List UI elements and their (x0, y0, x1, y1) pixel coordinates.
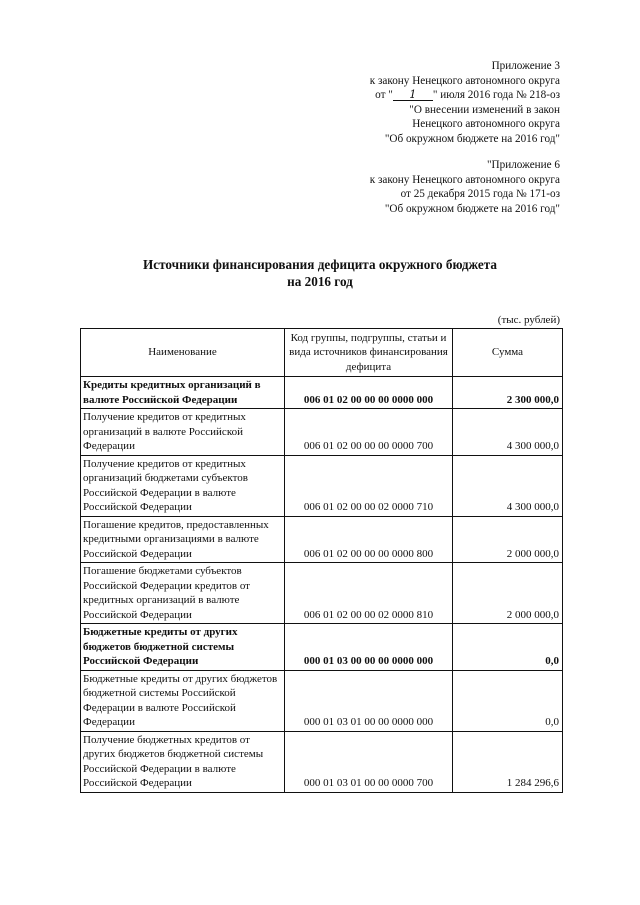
row-code: 000 01 03 01 00 00 0000 700 (285, 731, 453, 792)
appendix-6-line-3: от 25 декабря 2015 года № 171-оз (400, 188, 560, 201)
header-amount: Сумма (453, 329, 563, 377)
table-row (81, 409, 563, 456)
table-row (81, 670, 563, 731)
appendix-6-line-2: к закону Ненецкого автономного округа (369, 173, 560, 186)
unit-label: (тыс. рублей) (497, 314, 560, 326)
header-code: Код группы, подгруппы, статьи и вида источников финансирования дефицита (285, 329, 453, 377)
table-row (81, 455, 563, 516)
row-name: Погашение бюджетами субъектов Российской Федерации кредитов от кредитных организаций в валюте Российской Федерации (81, 563, 285, 624)
date-suffix: " июля 2016 года № 218-оз (432, 89, 560, 102)
row-amount: 4 300 000,0 (453, 455, 563, 516)
row-code: 006 01 02 00 00 02 0000 810 (285, 563, 453, 624)
document-title (0, 256, 640, 290)
appendix-3-line-6: "Об окружном бюджете на 2016 год" (384, 132, 560, 145)
handwritten-day: 1 (393, 89, 433, 101)
table-row (81, 516, 563, 563)
title-line-1: Источники финансирования дефицита окружного бюджета (143, 257, 497, 272)
financing-sources-table (80, 328, 563, 793)
row-code: 006 01 02 00 00 00 0000 700 (285, 409, 453, 456)
appendix-3-line-4: "О внесении изменений в закон (409, 103, 560, 116)
row-name: Бюджетные кредиты от других бюджетов бюджетной системы Российской Федерации в валюте Российской Федерации (81, 670, 285, 731)
date-prefix: от " (375, 89, 393, 102)
appendix-3-line-2: к закону Ненецкого автономного округа (369, 74, 560, 87)
table-row (81, 377, 563, 409)
row-code: 006 01 02 00 00 00 0000 000 (285, 377, 453, 409)
table-row (81, 563, 563, 624)
row-name: Бюджетные кредиты от других бюджетов бюджетной системы Российской Федерации (81, 624, 285, 671)
row-name: Получение кредитов от кредитных организаций в валюте Российской Федерации (81, 409, 285, 456)
row-amount: 0,0 (453, 670, 563, 731)
row-code: 000 01 03 01 00 00 0000 000 (285, 670, 453, 731)
table-row (81, 731, 563, 792)
row-amount: 4 300 000,0 (453, 409, 563, 456)
row-name: Получение кредитов от кредитных организаций бюджетами субъектов Российской Федерации в валюте Российской Федерации (81, 455, 285, 516)
row-code: 000 01 03 00 00 00 0000 000 (285, 624, 453, 671)
header-name: Наименование (81, 329, 285, 377)
row-name: Погашение кредитов, предоставленных кредитными организациями в валюте Российской Федерации (81, 516, 285, 563)
title-line-2: на 2016 год (287, 274, 353, 289)
appendix-3-line-1: Приложение 3 (491, 60, 560, 72)
row-amount: 1 284 296,6 (453, 731, 563, 792)
appendix-3-date (370, 88, 560, 103)
row-amount: 2 000 000,0 (453, 563, 563, 624)
table-row (81, 624, 563, 671)
row-name: Получение бюджетных кредитов от других бюджетов бюджетной системы Российской Федерации в валюте Российской Федерации (81, 731, 285, 792)
appendix-3-line-5: Ненецкого автономного округа (412, 118, 560, 131)
row-code: 006 01 02 00 00 02 0000 710 (285, 455, 453, 516)
row-name: Кредиты кредитных организаций в валюте Российской Федерации (81, 377, 285, 409)
table-header-row (81, 329, 563, 377)
row-amount: 0,0 (453, 624, 563, 671)
appendix-6-line-1: "Приложение 6 (486, 159, 560, 171)
row-code: 006 01 02 00 00 00 0000 800 (285, 516, 453, 563)
appendix-6-line-4: "Об окружном бюджете на 2016 год" (384, 202, 560, 215)
appendix-6-header (370, 158, 560, 216)
row-amount: 2 300 000,0 (453, 377, 563, 409)
row-amount: 2 000 000,0 (453, 516, 563, 563)
appendix-3-header (370, 59, 560, 147)
